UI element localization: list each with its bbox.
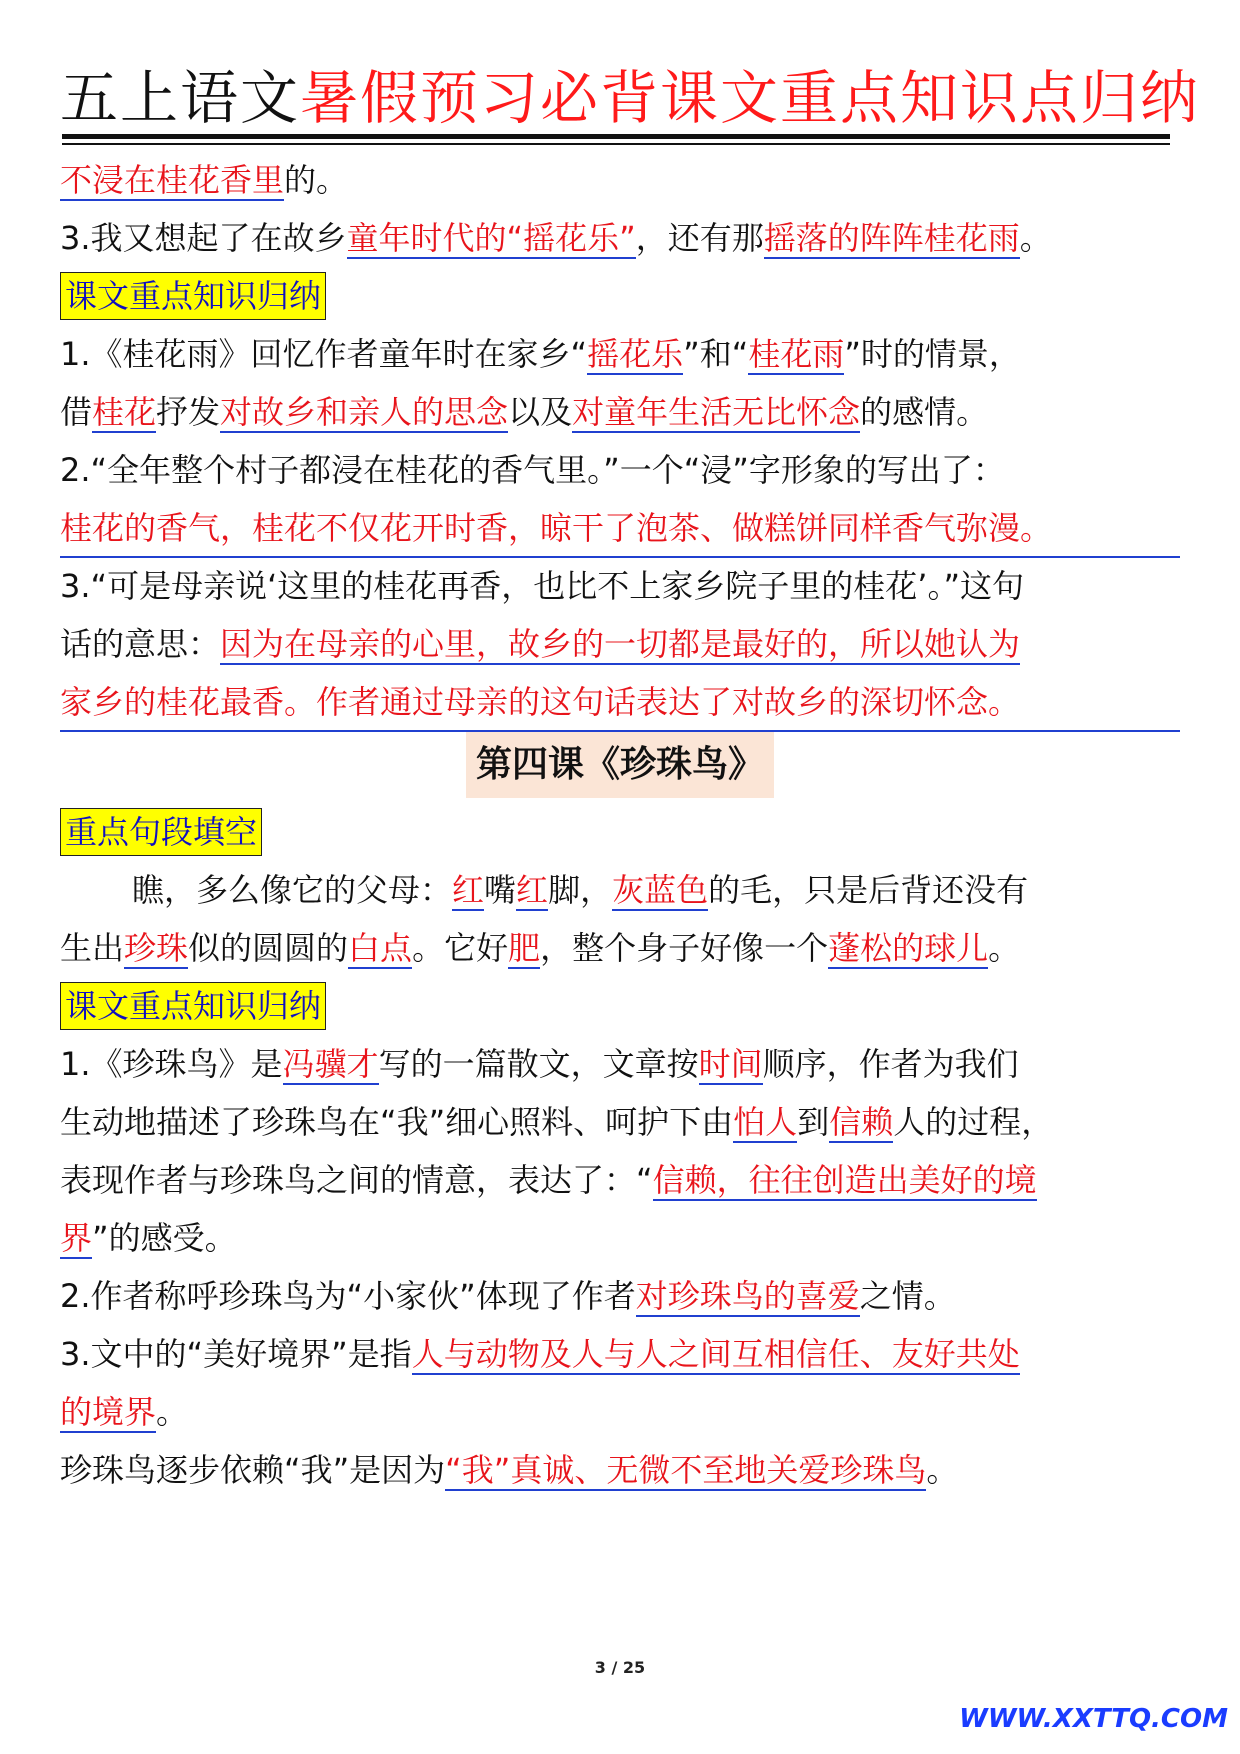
plain-text: 的感情。 <box>860 393 989 431</box>
text-line <box>60 1210 1180 1268</box>
plain-text: ”时的情景， <box>844 335 1021 373</box>
answer-text: 摇落的阵阵桂花雨 <box>763 219 1020 257</box>
plain-text: 顺序，作者为我们 <box>762 1045 1019 1083</box>
plain-text: 1.《桂花雨》回忆作者童年时在家乡“ <box>60 335 588 373</box>
plain-text: 2.作者称呼珍珠鸟为“小家伙”体现了作者 <box>60 1277 636 1315</box>
plain-text: 以及 <box>508 393 573 431</box>
plain-text: ”的感受。 <box>92 1219 237 1257</box>
plain-text: 1.《珍珠鸟》是 <box>60 1045 283 1083</box>
text-line <box>60 558 1180 616</box>
plain-text: 瞧，多么像它的父母： <box>132 871 453 909</box>
answer-text: 蓬松的球儿 <box>828 929 989 967</box>
answer-text: 人与动物及人与人之间互相信任、友好共处 <box>411 1335 1020 1373</box>
answer-text: 摇花乐 <box>587 335 684 373</box>
page-header <box>60 50 1201 146</box>
plain-text: 。 <box>926 1451 959 1489</box>
plain-text: 3.文中的“美好境界”是指 <box>60 1335 412 1373</box>
plain-text: 。 <box>1019 219 1052 257</box>
plain-text: 的毛，只是后背还没有 <box>708 871 1029 909</box>
section-tag-row <box>60 978 1180 1036</box>
lesson-heading: 第四课《珍珠鸟》 <box>466 732 774 798</box>
text-line <box>60 326 1180 384</box>
answer-text: 怕人 <box>733 1103 798 1141</box>
plain-text: 。 <box>988 929 1021 967</box>
plain-text: 到 <box>797 1103 830 1141</box>
plain-text: 3.“可是母亲说‘这里的桂花再香，也比不上家乡院子里的桂花’。”这句 <box>60 567 1025 605</box>
plain-text: 似的圆圆的 <box>188 929 349 967</box>
answer-text: 界 <box>60 1219 93 1257</box>
answer-text: 对故乡和亲人的思念 <box>220 393 509 431</box>
text-line <box>60 1268 1180 1326</box>
plain-text: 抒发 <box>156 393 221 431</box>
answer-text: 红 <box>516 871 549 909</box>
site-watermark[interactable]: WWW.XXTTQ.COM <box>959 1704 1228 1734</box>
answer-text: 信赖，往往创造出美好的境 <box>652 1161 1037 1199</box>
section-tag-knowledge: 课文重点知识归纳 <box>60 982 326 1030</box>
lesson-heading-row <box>60 732 1180 804</box>
plain-text: ，还有那 <box>635 219 764 257</box>
plain-text: 嘴 <box>484 871 517 909</box>
answer-text: 对珍珠鸟的喜爱 <box>635 1277 860 1315</box>
plain-text: 。 <box>156 1393 189 1431</box>
plain-text: 表现作者与珍珠鸟之间的情意，表达了：“ <box>60 1161 653 1199</box>
plain-text: 话的意思： <box>60 625 221 663</box>
plain-text: 的。 <box>284 161 349 199</box>
header-rule-thick <box>62 134 1170 139</box>
text-line <box>60 920 1180 978</box>
text-line <box>60 1384 1180 1442</box>
answer-text: 对童年生活无比怀念 <box>572 393 861 431</box>
answer-text: 红 <box>452 871 485 909</box>
plain-text: 写的一篇散文，文章按 <box>378 1045 699 1083</box>
plain-text: 3.我又想起了在故乡 <box>60 219 347 257</box>
text-line <box>60 152 1180 210</box>
plain-text: ，整个身子好像一个 <box>540 929 829 967</box>
text-line <box>60 862 1180 920</box>
title-topic: 暑假预习必背课文重点知识点归纳 <box>300 64 1201 132</box>
answer-text: 桂花的香气，桂花不仅花开时香，晾干了泡茶、做糕饼同样香气弥漫。 <box>60 500 1180 558</box>
section-tag-row <box>60 268 1180 326</box>
text-line <box>60 1036 1180 1094</box>
plain-text: 之情。 <box>859 1277 956 1315</box>
answer-text: 信赖 <box>829 1103 894 1141</box>
text-line <box>60 1326 1180 1384</box>
answer-text: 家乡的桂花最香。作者通过母亲的这句话表达了对故乡的深切怀念。 <box>60 674 1180 732</box>
page-number: 3 / 25 <box>594 1658 646 1677</box>
header-rule-thin <box>62 143 1170 145</box>
answer-text: 桂花 <box>92 393 157 431</box>
answer-text: 的境界 <box>60 1393 157 1431</box>
plain-text: ”和“ <box>683 335 749 373</box>
answer-text: 肥 <box>508 929 541 967</box>
text-line <box>60 210 1180 268</box>
answer-text: “我”真诚、无微不至地关爱珍珠鸟 <box>445 1451 927 1489</box>
answer-text: 不浸在桂花香里 <box>60 161 285 199</box>
section-tag-knowledge: 课文重点知识归纳 <box>60 272 326 320</box>
text-line <box>60 1442 1180 1500</box>
text-line <box>60 1152 1180 1210</box>
plain-text: 生动地描述了珍珠鸟在“我”细心照料、呵护下由 <box>60 1103 734 1141</box>
text-line <box>60 442 1180 500</box>
text-line <box>60 384 1180 442</box>
plain-text: 珍珠鸟逐步依赖“我”是因为 <box>60 1451 446 1489</box>
text-line <box>60 1094 1180 1152</box>
plain-text: 生出 <box>60 929 125 967</box>
plain-text: 2.“全年整个村子都浸在桂花的香气里。”一个“浸”字形象的写出了： <box>60 451 1005 489</box>
plain-text: 借 <box>60 393 93 431</box>
document-body <box>60 152 1180 1500</box>
answer-text: 时间 <box>698 1045 763 1083</box>
answer-text: 童年时代的“摇花乐” <box>346 219 636 257</box>
section-tag-row <box>60 804 1180 862</box>
plain-text: 。它好 <box>412 929 509 967</box>
text-line <box>60 616 1180 674</box>
answer-text: 白点 <box>348 929 413 967</box>
answer-text: 因为在母亲的心里，故乡的一切都是最好的，所以她认为 <box>220 625 1021 663</box>
plain-text: 脚， <box>548 871 613 909</box>
text-line <box>60 500 1180 558</box>
answer-text: 珍珠 <box>124 929 189 967</box>
section-tag-fill-blank: 重点句段填空 <box>60 808 262 856</box>
answer-text: 桂花雨 <box>748 335 845 373</box>
title-subject: 五上语文 <box>60 64 301 132</box>
answer-text: 灰蓝色 <box>612 871 709 909</box>
text-line <box>60 674 1180 732</box>
answer-text: 冯骥才 <box>282 1045 379 1083</box>
plain-text: 人的过程， <box>893 1103 1054 1141</box>
